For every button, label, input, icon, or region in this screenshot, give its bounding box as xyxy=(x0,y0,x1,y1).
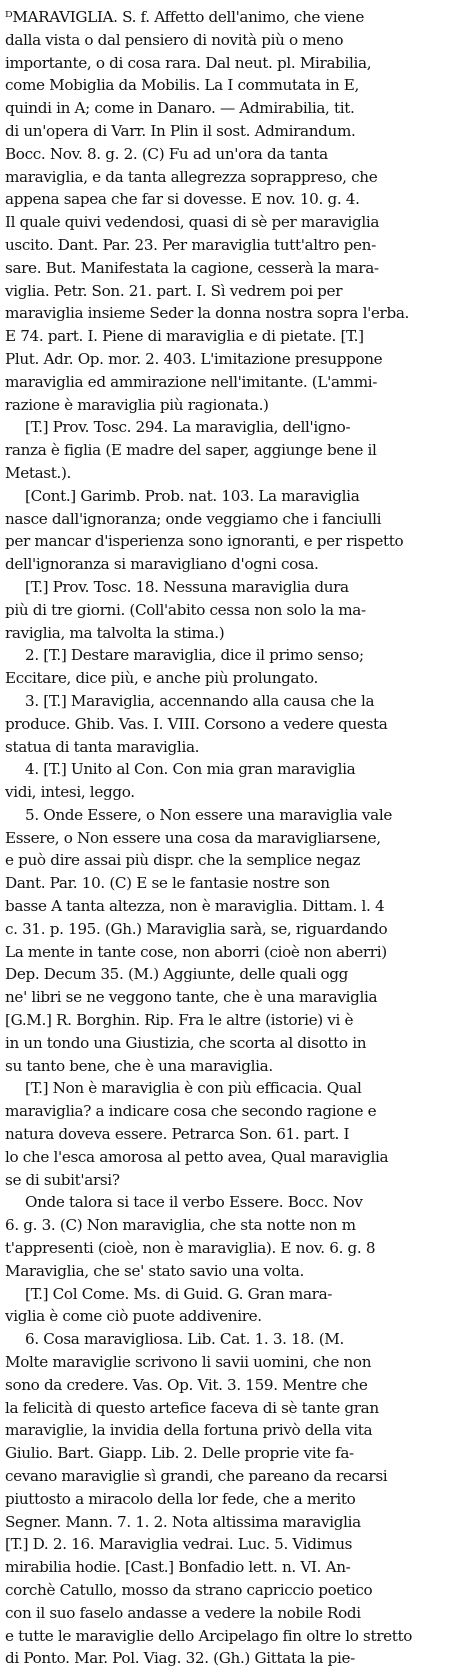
entry-line: produce. Ghib. Vas. I. VIII. Corsono a vedere questa xyxy=(5,714,388,733)
entry-line: maraviglia ed ammirazione nell'imitante. (L'ammi- xyxy=(5,372,378,391)
entry-line: [T.] Non è maraviglia è con più efficacia. Qual xyxy=(25,1079,362,1098)
entry-line: più di tre giorni. (Coll'abito cessa non solo la ma- xyxy=(5,600,366,619)
entry-line: mirabilia hodie. [Cast.] Bonfadio lett. n. VI. An- xyxy=(5,1558,351,1577)
entry-line: viglia è come ciò puote addivenire. xyxy=(5,1307,262,1326)
entry-line: 2. [T.] Destare maraviglia, dice il primo senso; xyxy=(25,646,364,665)
entry-line: Metast.). xyxy=(5,463,72,482)
entry-line: 5. Onde Essere, o Non essere una maraviglia vale xyxy=(25,805,392,824)
entry-line: 6. g. 3. (C) Non maraviglia, che sta notte non m xyxy=(5,1216,356,1235)
entry-line: per mancar d'isperienza sono ignoranti, e per rispetto xyxy=(5,532,404,551)
entry-line: quindi in A; come in Danaro. — Admirabilia, tit. xyxy=(5,99,355,118)
entry-line: su tanto bene, che è una maraviglia. xyxy=(5,1056,273,1075)
entry-line: sono da credere. Vas. Op. Vit. 3. 159. Mentre che xyxy=(5,1375,368,1394)
entry-line: con il suo faselo andasse a vedere la nobile Rodi xyxy=(5,1603,361,1622)
entry-line: ne' libri se ne veggono tante, che è una maraviglia xyxy=(5,988,378,1007)
entry-line: corchè Catullo, mosso da strano capriccio poetico xyxy=(5,1580,373,1599)
entry-line: maraviglie, la invidia della fortuna privò della vita xyxy=(5,1421,373,1440)
entry-line: in un tondo una Giustizia, che scorta al disotto in xyxy=(5,1033,367,1052)
entry-line: [T.] Prov. Tosc. 18. Nessuna maraviglia dura xyxy=(25,577,349,596)
entry-line: maraviglia insieme Seder la donna nostra sopra l'erba. xyxy=(5,304,410,323)
entry-line: E 74. part. I. Piene di maraviglia e di pietate. [T.] xyxy=(5,327,364,346)
entry-line: [T.] Prov. Tosc. 294. La maraviglia, dell'igno- xyxy=(25,418,351,437)
entry-line: razione è maraviglia più ragionata.) xyxy=(5,395,269,414)
entry-line: e tutte le maraviglie dello Arcipelago fin oltre lo stretto xyxy=(5,1626,413,1645)
entry-line: piuttosto a miracolo della lor fede, che a merito xyxy=(5,1489,356,1508)
entry-line: [T.] Col Come. Ms. di Guid. G. Gran mara- xyxy=(25,1284,333,1303)
entry-line: uscito. Dant. Par. 23. Per maraviglia tutt'altro pen- xyxy=(5,235,376,254)
entry-line: Segner. Mann. 7. 1. 2. Nota altissima maraviglia xyxy=(5,1512,361,1531)
entry-line: [G.M.] R. Borghin. Rip. Fra le altre (istorie) vi è xyxy=(5,1011,354,1030)
entry-line: maraviglia? a indicare cosa che secondo ragione e xyxy=(5,1102,377,1121)
entry-line: nasce dall'ignoranza; onde veggiamo che i fanciulli xyxy=(5,509,382,528)
entry-line: di un'opera di Varr. In Plin il sost. Admirandum. xyxy=(5,121,356,140)
entry-line: Dep. Decum 35. (M.) Aggiunte, delle quali ogg xyxy=(5,965,349,984)
entry-line: viglia. Petr. Son. 21. part. I. Sì vedrem poi per xyxy=(5,281,343,300)
entry-line: Giulio. Bart. Giapp. Lib. 2. Delle proprie vite fa- xyxy=(5,1444,354,1463)
entry-line: lo che l'esca amorosa al petto avea, Qual maraviglia xyxy=(5,1147,389,1166)
entry-line: appena sapea che far si dovesse. E nov. 10. g. 4. xyxy=(5,190,360,209)
entry-line: dell'ignoranza si maravigliano d'ogni cosa. xyxy=(5,555,319,574)
entry-line: Essere, o Non essere una cosa da maravigliarsene, xyxy=(5,828,381,847)
entry-line: cevano maraviglie sì grandi, che pareano da recarsi xyxy=(5,1467,388,1485)
entry-line: statua di tanta maraviglia. xyxy=(5,737,200,756)
entry-line: vidi, intesi, leggo. xyxy=(5,783,135,802)
entry-line: ᴰMARAVIGLIA. S. f. Affetto dell'animo, che viene xyxy=(5,8,364,26)
entry-line: [T.] D. 2. 16. Maraviglia vedrai. Luc. 5. Vidimus xyxy=(5,1535,353,1554)
entry-line: come Mobiglia da Mobilis. La I commutata in E, xyxy=(5,76,359,95)
entry-line: dalla vista o dal pensiero di novità più o meno xyxy=(5,30,344,49)
entry-line: Dant. Par. 10. (C) E se le fantasie nostre son xyxy=(5,874,330,893)
entry-line: [Cont.] Garimb. Prob. nat. 103. La maraviglia xyxy=(25,486,360,505)
entry-line: Eccitare, dice più, e anche più prolungato. xyxy=(5,669,318,688)
entry-line: 6. Cosa maravigliosa. Lib. Cat. 1. 3. 18. (M. xyxy=(25,1330,344,1349)
entry-line: ranza è figlia (E madre del saper, aggiunge bene il xyxy=(5,441,377,460)
entry-line: c. 31. p. 195. (Gh.) Maraviglia sarà, se, riguardando xyxy=(5,919,388,938)
entry-line: maraviglia, e da tanta allegrezza soprappreso, che xyxy=(5,167,378,186)
entry-line: sare. But. Manifestata la cagione, cesserà la mara- xyxy=(5,258,379,277)
entry-line: Plut. Adr. Op. mor. 2. 403. L'imitazione presuppone xyxy=(5,349,383,368)
entry-line: Onde talora si tace il verbo Essere. Bocc. Nov xyxy=(25,1193,363,1212)
entry-line: basse A tanta altezza, non è maraviglia. Dittam. l. 4 xyxy=(5,897,385,916)
entry-line: se di subit'arsi? xyxy=(5,1170,120,1189)
entry-line: e può dire assai più dispr. che la semplice negaz xyxy=(5,851,361,870)
entry-line: Maraviglia, che se' stato savio una volta. xyxy=(5,1261,304,1280)
entry-line: natura doveva essere. Petrarca Son. 61. part. I xyxy=(5,1125,350,1144)
entry-line: Bocc. Nov. 8. g. 2. (C) Fu ad un'ora da tanta xyxy=(5,144,328,163)
entry-line: 3. [T.] Maraviglia, accennando alla causa che la xyxy=(25,691,375,710)
entry-line: raviglia, ma talvolta la stima.) xyxy=(5,623,225,642)
entry-line: t'appresenti (cioè, non è maraviglia). E nov. 6. g. 8 xyxy=(5,1239,376,1258)
entry-line: La mente in tante cose, non aborri (cioè non aberri) xyxy=(5,942,387,961)
entry-line: Molte maraviglie scrivono li savii uomini, che non xyxy=(5,1353,372,1372)
entry-line: importante, o di cosa rara. Dal neut. pl. Mirabilia, xyxy=(5,53,372,72)
entry-line: la felicità di questo artefice faceva di sè tante gran xyxy=(5,1398,379,1417)
entry-line: di Ponto. Mar. Pol. Viag. 32. (Gh.) Gittata la pie- xyxy=(5,1649,355,1668)
entry-line: 4. [T.] Unito al Con. Con mia gran maraviglia xyxy=(25,760,356,779)
entry-line: Il quale quivi vedendosi, quasi di sè per maraviglia xyxy=(5,213,380,232)
